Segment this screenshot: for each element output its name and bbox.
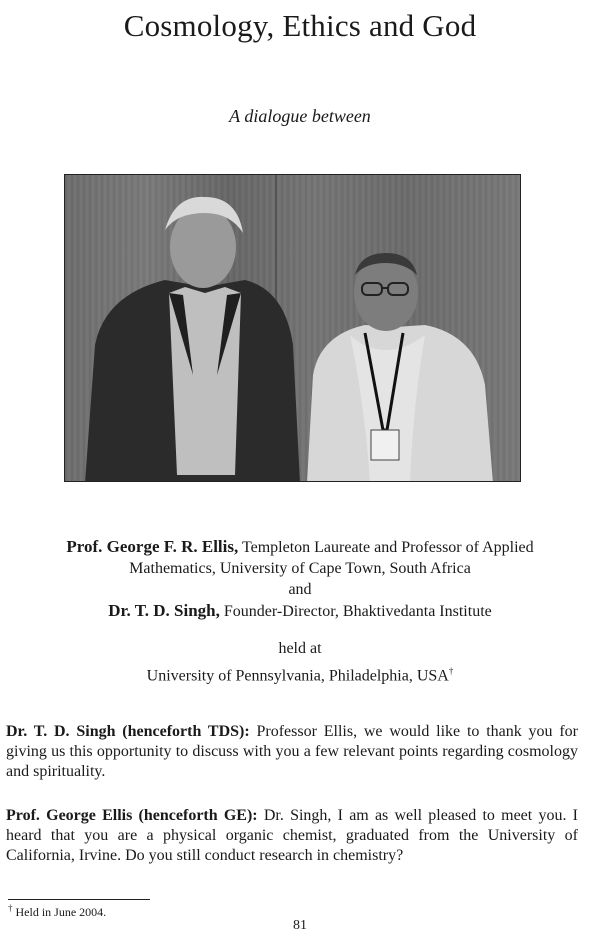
footnote-divider: [8, 899, 150, 900]
venue: [0, 638, 600, 687]
footnote-text: Held in June 2004.: [12, 905, 107, 919]
participant-2-desc: Founder-Director, Bhaktivedanta Institute: [219, 603, 492, 620]
dialogue-text: Dr. Singh, I am as well pleased to meet you. I heard that you are a physical organic chemist, graduated from the University of California, Irvine. Do you still conduct research in chemistry?: [6, 807, 578, 864]
participant-1-desc-2: Mathematics, University of Cape Town, South Africa: [129, 560, 471, 577]
footnote-mark: †: [8, 903, 13, 913]
participants-credits: [0, 536, 600, 622]
held-at-text: held at: [278, 640, 322, 657]
page-title: Cosmology, Ethics and God: [123, 8, 477, 43]
participants-photo: [64, 174, 521, 482]
dialogue-paragraph: [6, 722, 578, 782]
footnote-ref: †: [448, 666, 454, 676]
venue-location: University of Pennsylvania, Philadelphia, USA: [146, 667, 449, 685]
participant-2-name: Dr. T. D. Singh,: [108, 601, 220, 620]
and-text: and: [288, 581, 312, 598]
speaker-label: Dr. T. D. Singh (henceforth TDS):: [6, 723, 250, 740]
participant-1-name: Prof. George F. R. Ellis,: [66, 537, 239, 556]
page-subtitle: A dialogue between: [229, 106, 371, 126]
dialogue-paragraph: [6, 806, 578, 866]
page-number: 81: [293, 918, 307, 933]
participant-1-desc: Templeton Laureate and Professor of Applied: [238, 539, 534, 556]
dialogue-text: Professor Ellis, we would like to thank you for giving us this opportunity to discuss with you a few relevant points regarding cosmology and spirituality.: [6, 723, 578, 780]
speaker-label: Prof. George Ellis (henceforth GE):: [6, 807, 258, 824]
